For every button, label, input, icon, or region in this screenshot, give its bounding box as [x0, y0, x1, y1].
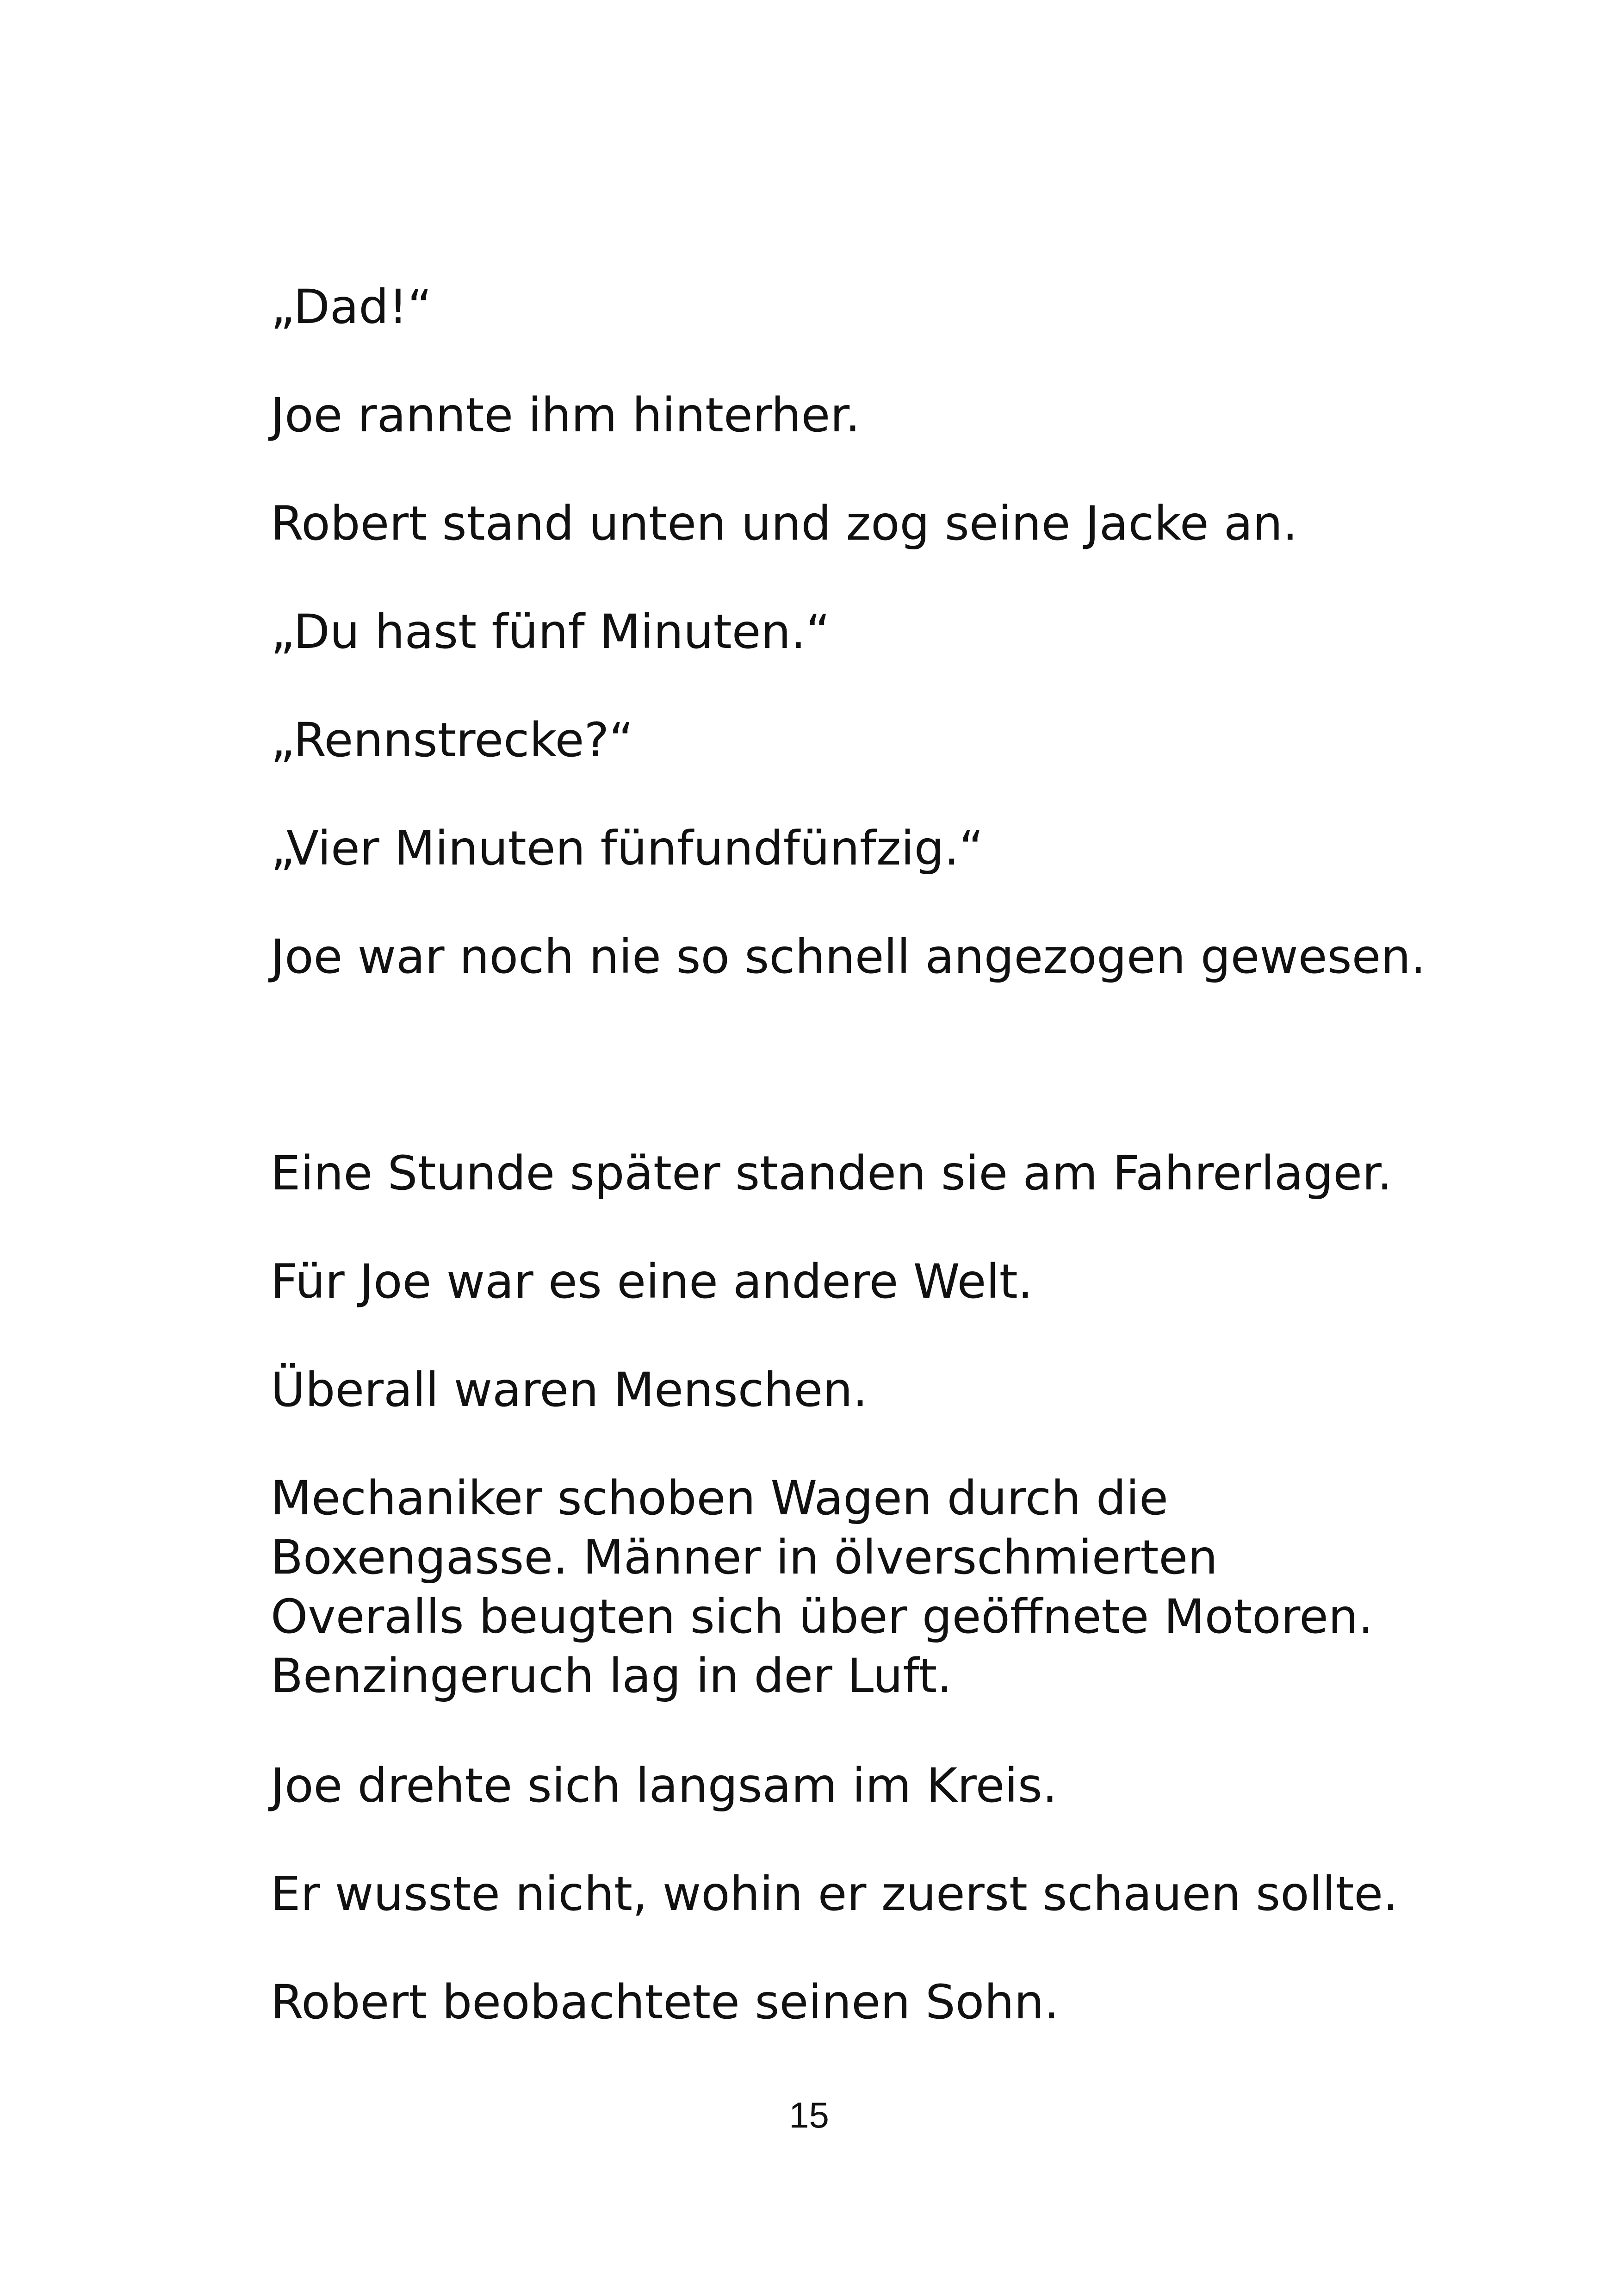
page-number: 15: [789, 2095, 829, 2135]
paragraph: Mechaniker schoben Wagen durch die Boxengasse. Männer in ölverschmierten Overalls beugten sich über geöffnete Motoren. Benzingeruch lag in der Luft.: [271, 1471, 1374, 1704]
paragraph: „Vier Minuten fünfundfünfzig.“: [271, 821, 984, 876]
paragraph: Eine Stunde später standen sie am Fahrerlager.: [271, 1146, 1393, 1201]
paragraph: Robert stand unten und zog seine Jacke an.: [271, 496, 1298, 551]
paragraph: Robert beobachtete seinen Sohn.: [271, 1975, 1059, 2030]
paragraph: „Rennstrecke?“: [271, 713, 634, 768]
paragraph: Joe drehte sich langsam im Kreis.: [271, 1758, 1058, 1813]
paragraph: Für Joe war es eine andere Welt.: [271, 1254, 1033, 1309]
paragraph: Joe rannte ihm hinterher.: [271, 388, 861, 443]
paragraph: Joe war noch nie so schnell angezogen gewesen.: [271, 929, 1426, 984]
paragraph: Überall waren Menschen.: [271, 1363, 868, 1418]
paragraph: Er wusste nicht, wohin er zuerst schauen sollte.: [271, 1867, 1398, 1922]
paragraph: „Dad!“: [271, 280, 432, 335]
paragraph: „Du hast fünf Minuten.“: [271, 604, 831, 660]
